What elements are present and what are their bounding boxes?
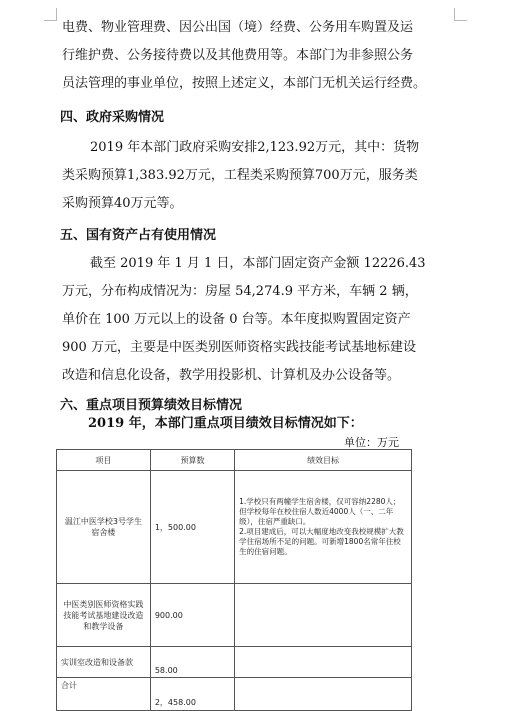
table-row: [57, 584, 412, 647]
section-heading-assets: 五、国有资产占有使用情况: [60, 228, 217, 243]
header-budget: 预算数: [150, 450, 234, 471]
header-goal: 绩效目标: [235, 450, 412, 471]
goal-text-empty: [235, 678, 412, 711]
budget-amount: 1，500.00: [150, 471, 234, 584]
unit-label: 单位：万元: [344, 436, 399, 449]
budget-amount: 900.00: [150, 584, 234, 647]
goal-text-empty: [235, 584, 412, 647]
goal-text-empty: [235, 647, 412, 678]
budget-amount-total: 2，458.00: [150, 678, 234, 711]
table-row: [57, 647, 412, 678]
paragraph-line: 类采购预算1,383.92万元，工程类采购预算700万元，服务类: [62, 168, 418, 183]
paragraph-line: 单价在 100 万元以上的设备 0 台等。本年度拟购置固定资产: [62, 312, 411, 327]
paragraph-line: 采购预算40万元等。: [62, 196, 183, 211]
project-name: 中医类别医师资格实践技能考试基地建设改造和教学设备: [57, 584, 151, 647]
paragraph-line: 900 万元，主要是中医类别医师资格实践技能考试基地标建设: [62, 340, 416, 355]
header-project: 项目: [57, 450, 151, 471]
table-row-total: [57, 678, 412, 711]
project-name: 合计: [57, 678, 151, 711]
table-header-row: [57, 450, 412, 471]
table-caption: 2019 年，本部门重点项目绩效目标情况如下：: [88, 416, 363, 431]
paragraph-line: 万元，分布构成情况为：房屋 54,274.9 平方米，车辆 2 辆，: [62, 284, 418, 299]
goal-item: 1.学校只有两幢学生宿舍楼，仅可容纳2280人；但学校每年在校住宿人数近4000人（一、二年级），住宿严重缺口。: [239, 497, 401, 526]
section-heading-performance: 六、重点项目预算绩效目标情况: [60, 398, 243, 413]
budget-amount: 58.00: [150, 647, 234, 678]
paragraph-line: 行维护费、公务接待费以及其他费用等。本部门为非参照公务: [62, 48, 414, 63]
paragraph-line: 电费、物业管理费、因公出国（境）经费、公务用车购置及运: [62, 20, 414, 35]
table-row: [57, 471, 412, 584]
performance-table: [56, 449, 412, 711]
goal-item: 2.项目建成后，可以大幅度地改变我校规模扩大教学住宿场所不足的问题。可新增1800名常年住校生的住宿问题。: [239, 527, 404, 556]
paragraph-line: 截至 2019 年 1 月 1 日，本部门固定资产金额 12226.43: [90, 256, 426, 271]
project-name: 温江中医学校3号学生宿舍楼: [57, 471, 151, 584]
paragraph-line: 员法管理的事业单位，按照上述定义，本部门无机关运行经费。: [62, 76, 427, 91]
goal-text: [235, 471, 412, 584]
paragraph-line: 改造和信息化设备，教学用投影机、计算机及办公设备等。: [62, 368, 401, 383]
page-corner-mark: [44, 8, 57, 21]
paragraph-line: 2019 年本部门政府采购安排2,123.92万元，其中：货物: [90, 140, 420, 155]
page-corner-mark: [454, 8, 467, 21]
project-name: 实训室改造和设备款: [57, 647, 151, 678]
section-heading-procurement: 四、政府采购情况: [60, 110, 165, 125]
